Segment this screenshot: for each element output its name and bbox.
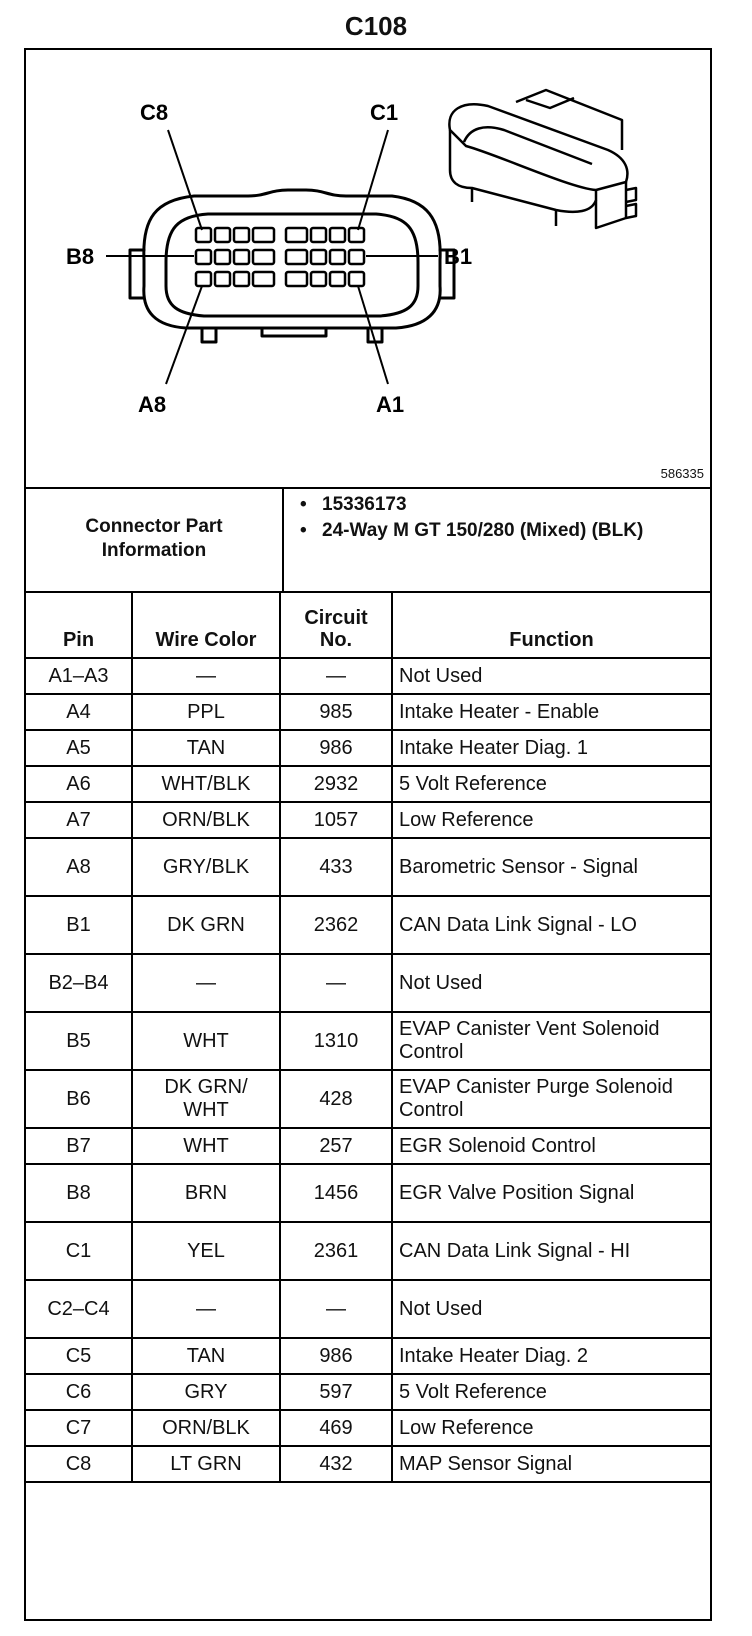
cell-wire-color: PPL bbox=[132, 694, 280, 730]
cell-circuit: 257 bbox=[280, 1128, 392, 1164]
pinout-table bbox=[26, 591, 710, 1483]
table-row bbox=[26, 766, 710, 802]
table-row bbox=[26, 1374, 710, 1410]
table-row bbox=[26, 1446, 710, 1482]
table-row bbox=[26, 658, 710, 694]
connector-part-label-line2: Information bbox=[101, 540, 207, 561]
cell-circuit: 432 bbox=[280, 1446, 392, 1482]
cell-pin: B5 bbox=[26, 1012, 132, 1070]
cell-wire-color: WHT bbox=[132, 1128, 280, 1164]
cell-wire-color: ORN/BLK bbox=[132, 802, 280, 838]
cell-pin: B8 bbox=[26, 1164, 132, 1222]
header-pin: Pin bbox=[26, 592, 132, 658]
figure-id: 586335 bbox=[660, 466, 704, 481]
table-row bbox=[26, 1128, 710, 1164]
label-b1: B1 bbox=[444, 244, 473, 269]
connector-part-info bbox=[26, 487, 710, 593]
connector-part-list bbox=[284, 493, 704, 545]
cell-circuit: — bbox=[280, 1280, 392, 1338]
cell-pin: B1 bbox=[26, 896, 132, 954]
cell-wire-color: TAN bbox=[132, 1338, 280, 1374]
connector-part-label-line1: Connector Part bbox=[85, 516, 223, 537]
cell-wire-color: TAN bbox=[132, 730, 280, 766]
cell-circuit: — bbox=[280, 954, 392, 1012]
cell-wire-color: WHT/BLK bbox=[132, 766, 280, 802]
cell-function: Intake Heater - Enable bbox=[392, 694, 710, 730]
cell-function: Low Reference bbox=[392, 1410, 710, 1446]
cell-pin: A4 bbox=[26, 694, 132, 730]
cell-wire-color: BRN bbox=[132, 1164, 280, 1222]
cell-circuit: — bbox=[280, 658, 392, 694]
cell-pin: A7 bbox=[26, 802, 132, 838]
label-b8: B8 bbox=[66, 244, 95, 269]
cell-pin: A5 bbox=[26, 730, 132, 766]
cell-circuit: 2361 bbox=[280, 1222, 392, 1280]
cell-wire-color: YEL bbox=[132, 1222, 280, 1280]
table-row bbox=[26, 1012, 710, 1070]
cell-circuit: 2362 bbox=[280, 896, 392, 954]
label-c1: C1 bbox=[370, 100, 399, 125]
table-row bbox=[26, 1222, 710, 1280]
connector-title: C108 bbox=[344, 11, 408, 41]
cell-function: Not Used bbox=[392, 1280, 710, 1338]
table-row bbox=[26, 1164, 710, 1222]
label-c8: C8 bbox=[140, 100, 169, 125]
cell-pin: A1–A3 bbox=[26, 658, 132, 694]
table-row bbox=[26, 802, 710, 838]
connector-face-drawing bbox=[26, 50, 710, 487]
cell-function: CAN Data Link Signal - HI bbox=[392, 1222, 710, 1280]
cell-pin: C6 bbox=[26, 1374, 132, 1410]
table-row bbox=[26, 954, 710, 1012]
cell-function: 5 Volt Reference bbox=[392, 766, 710, 802]
cell-wire-color: WHT bbox=[132, 1012, 280, 1070]
cell-pin: B2–B4 bbox=[26, 954, 132, 1012]
header-wire-color: Wire Color bbox=[132, 592, 280, 658]
cell-wire-color: — bbox=[132, 954, 280, 1012]
cell-function: CAN Data Link Signal - LO bbox=[392, 896, 710, 954]
table-row bbox=[26, 896, 710, 954]
cell-function: Intake Heater Diag. 2 bbox=[392, 1338, 710, 1374]
cell-wire-color: — bbox=[132, 1280, 280, 1338]
table-row bbox=[26, 838, 710, 896]
cell-pin: C5 bbox=[26, 1338, 132, 1374]
cell-pin: C7 bbox=[26, 1410, 132, 1446]
cell-wire-color: ORN/BLK bbox=[132, 1410, 280, 1446]
header-circuit-no: Circuit No. bbox=[280, 592, 392, 658]
table-row bbox=[26, 1070, 710, 1128]
cell-circuit: 986 bbox=[280, 1338, 392, 1374]
cell-circuit: 1456 bbox=[280, 1164, 392, 1222]
cell-function: EGR Solenoid Control bbox=[392, 1128, 710, 1164]
label-a1: A1 bbox=[376, 392, 405, 417]
cell-function: EVAP Canister Vent Solenoid Control bbox=[392, 1012, 710, 1070]
cell-wire-color: DK GRN bbox=[132, 896, 280, 954]
connector-sheet bbox=[24, 48, 712, 1621]
connector-isometric-view bbox=[449, 90, 636, 228]
cell-pin: C2–C4 bbox=[26, 1280, 132, 1338]
table-row bbox=[26, 1338, 710, 1374]
cell-wire-color: — bbox=[132, 658, 280, 694]
connector-part-number: • 15336173 bbox=[284, 493, 704, 516]
table-row bbox=[26, 1410, 710, 1446]
connector-part-description: • 24-Way M GT 150/280 (Mixed) (BLK) bbox=[284, 519, 704, 542]
table-header-row bbox=[26, 592, 710, 658]
cell-wire-color: GRY/BLK bbox=[132, 838, 280, 896]
cell-pin: C8 bbox=[26, 1446, 132, 1482]
cell-circuit: 597 bbox=[280, 1374, 392, 1410]
cell-circuit: 433 bbox=[280, 838, 392, 896]
cell-function: Not Used bbox=[392, 954, 710, 1012]
cell-function: Barometric Sensor - Signal bbox=[392, 838, 710, 896]
cell-pin: A6 bbox=[26, 766, 132, 802]
connector-part-label bbox=[26, 487, 284, 591]
cell-circuit: 469 bbox=[280, 1410, 392, 1446]
cell-wire-color: GRY bbox=[132, 1374, 280, 1410]
cell-wire-color: LT GRN bbox=[132, 1446, 280, 1482]
cell-circuit: 985 bbox=[280, 694, 392, 730]
cell-wire-color: DK GRN/ WHT bbox=[132, 1070, 280, 1128]
cell-pin: B6 bbox=[26, 1070, 132, 1128]
connector-diagram bbox=[26, 50, 710, 489]
cell-circuit: 1310 bbox=[280, 1012, 392, 1070]
cell-function: Low Reference bbox=[392, 802, 710, 838]
cell-function: MAP Sensor Signal bbox=[392, 1446, 710, 1482]
cell-function: Intake Heater Diag. 1 bbox=[392, 730, 710, 766]
table-row bbox=[26, 730, 710, 766]
cell-circuit: 1057 bbox=[280, 802, 392, 838]
cell-circuit: 986 bbox=[280, 730, 392, 766]
cell-function: EVAP Canister Purge Solenoid Control bbox=[392, 1070, 710, 1128]
cell-pin: B7 bbox=[26, 1128, 132, 1164]
label-a8: A8 bbox=[138, 392, 167, 417]
cell-pin: C1 bbox=[26, 1222, 132, 1280]
cell-function: Not Used bbox=[392, 658, 710, 694]
header-function: Function bbox=[392, 592, 710, 658]
cell-circuit: 2932 bbox=[280, 766, 392, 802]
table-row bbox=[26, 694, 710, 730]
cell-function: EGR Valve Position Signal bbox=[392, 1164, 710, 1222]
cell-circuit: 428 bbox=[280, 1070, 392, 1128]
cell-function: 5 Volt Reference bbox=[392, 1374, 710, 1410]
cell-pin: A8 bbox=[26, 838, 132, 896]
table-row bbox=[26, 1280, 710, 1338]
